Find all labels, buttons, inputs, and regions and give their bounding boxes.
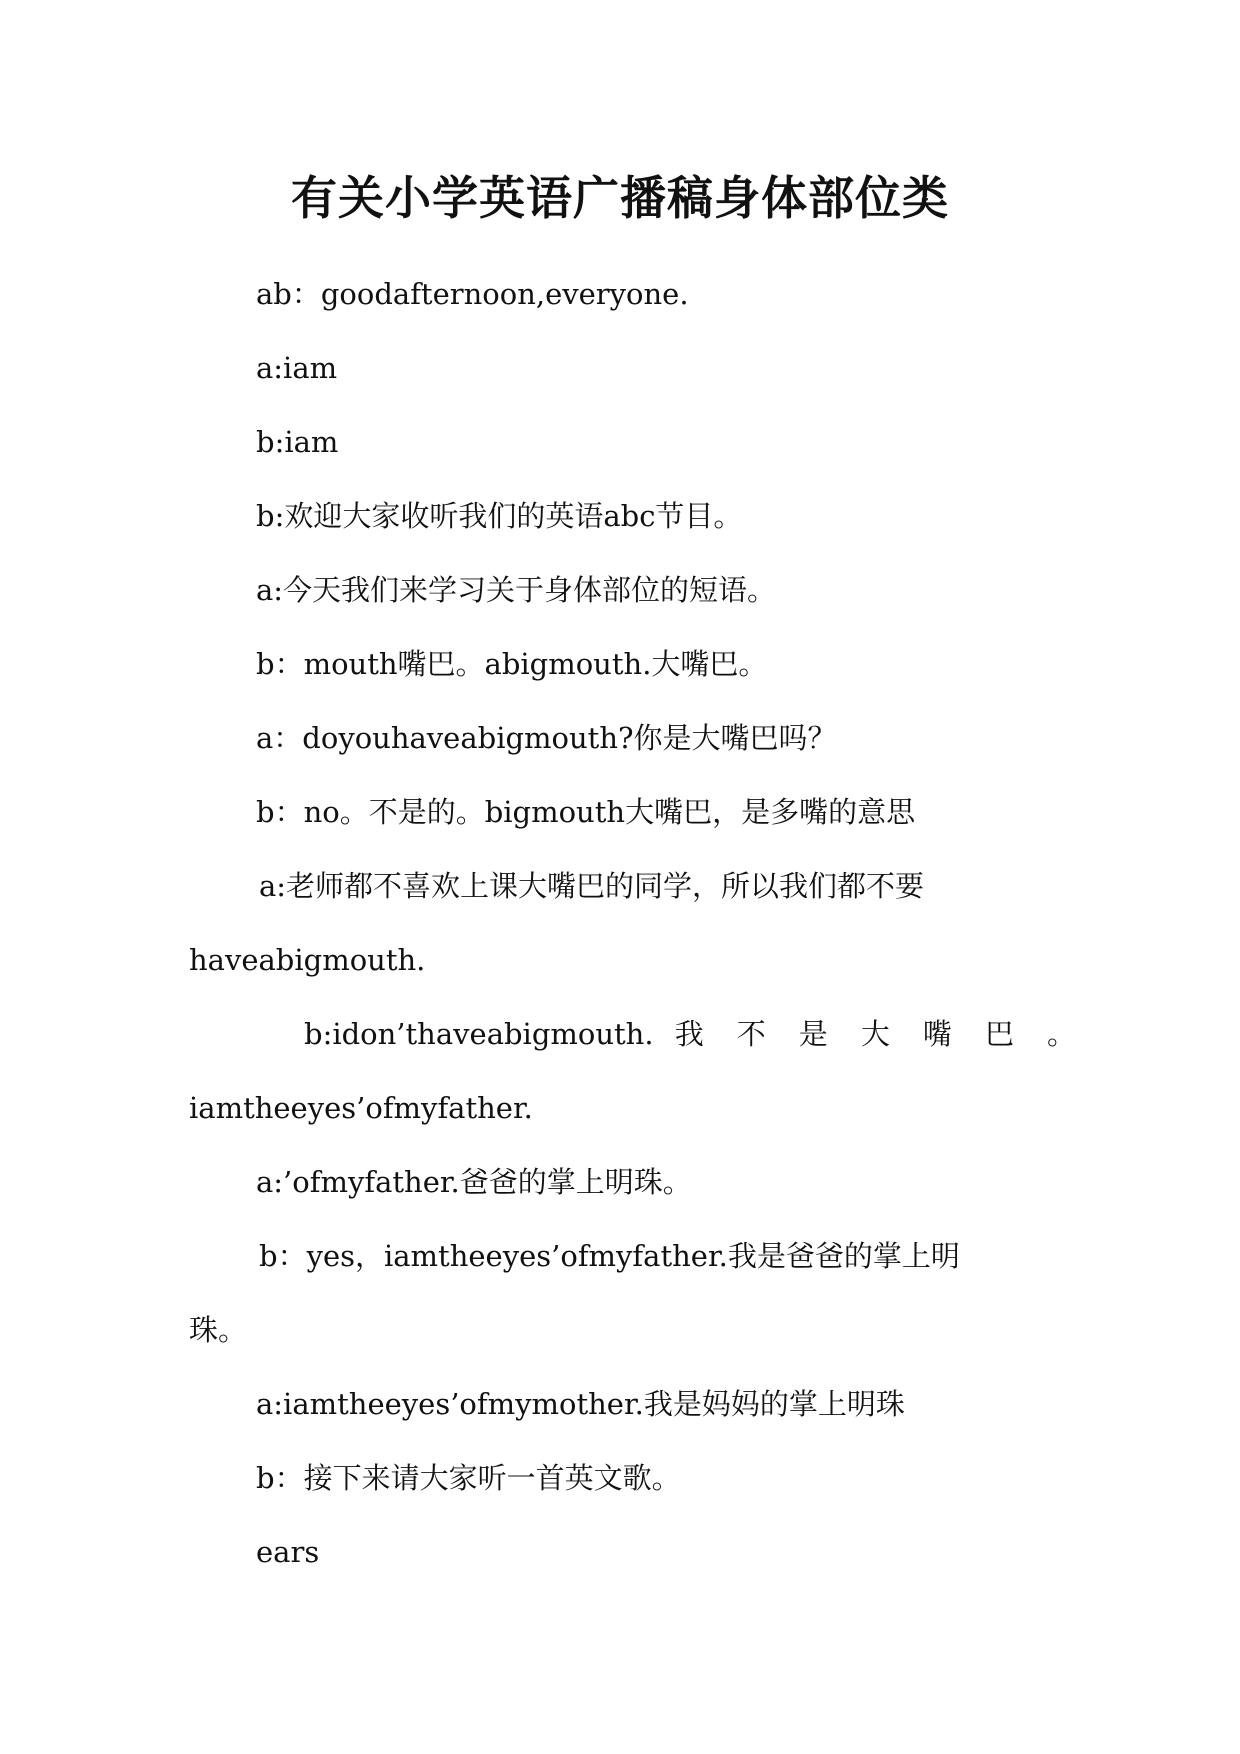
paragraph-line: a:老师都不喜欢上课大嘴巴的同学，所以我们都不要 [259,869,925,903]
paragraph-line-continuation: haveabigmouth. [189,943,426,977]
paragraph-line: b：接下来请大家听一首英文歌。 [256,1461,681,1495]
paragraph-line-continuation: iamtheeyes’ofmyfather. [189,1091,533,1125]
paragraph-line: a:’ofmyfather.爸爸的掌上明珠。 [256,1165,692,1199]
paragraph-line: b：yes，iamtheeyes’ofmyfather.我是爸爸的掌上明 [259,1239,960,1273]
paragraph-line: b:idon’thaveabigmouth. 我 不 是 大 嘴 巴 。 [304,1017,1076,1051]
paragraph-line: b：mouth嘴巴。abigmouth.大嘴巴。 [256,647,768,681]
paragraph-line: a:iamtheeyes’ofmymother.我是妈妈的掌上明珠 [256,1387,905,1421]
document-title: 有关小学英语广播稿身体部位类 [291,171,949,225]
paragraph-line: b:iam [256,425,339,459]
paragraph-line: a:iam [256,351,338,385]
paragraph-line: b:欢迎大家收听我们的英语abc节目。 [256,499,743,533]
paragraph-line: ab：goodafternoon,everyone. [256,277,689,311]
paragraph-line: b：no。不是的。bigmouth大嘴巴，是多嘴的意思 [256,795,916,829]
paragraph-line: a：doyouhaveabigmouth?你是大嘴巴吗？ [256,721,837,755]
paragraph-line: ears [256,1535,320,1569]
paragraph-line-continuation: 珠。 [189,1313,248,1347]
paragraph-line: a:今天我们来学习关于身体部位的短语。 [256,573,777,607]
